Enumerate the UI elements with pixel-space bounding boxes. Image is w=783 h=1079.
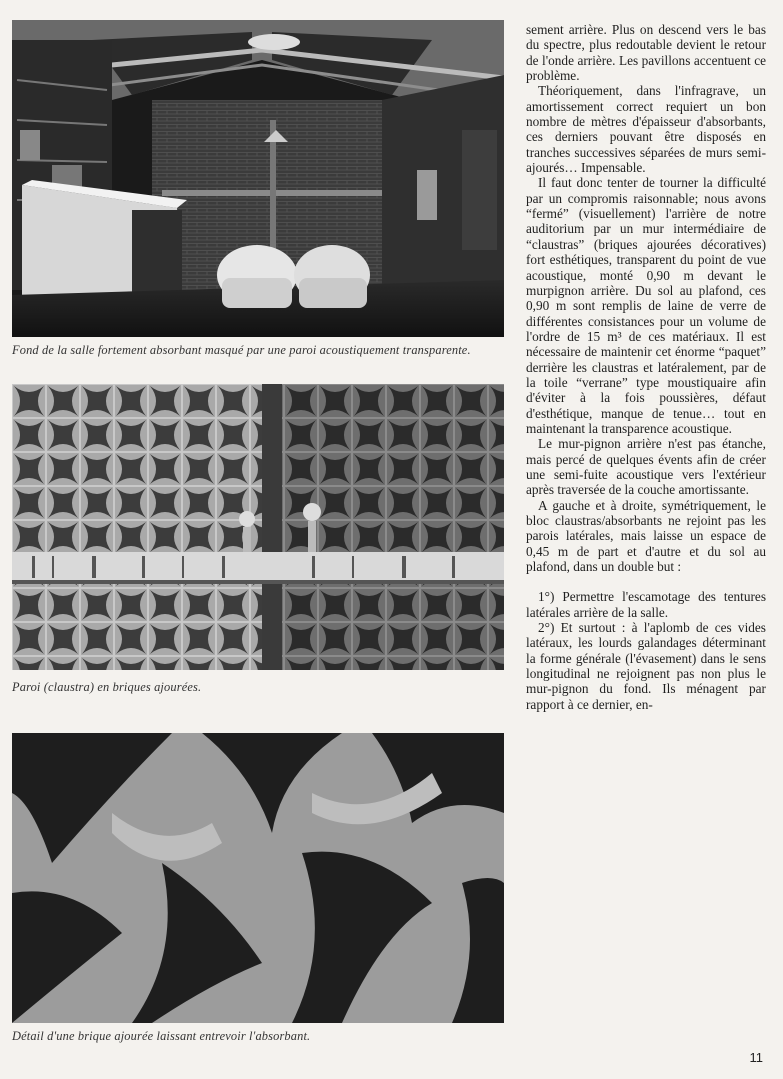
listening-room-image — [12, 20, 504, 337]
caption-photo-2: Paroi (claustra) en briques ajourées. — [12, 680, 202, 694]
photo-listening-room-rear — [12, 20, 504, 337]
caption-photo-1: Fond de la salle fortement absorbant masqué par une paroi acoustiquement transparente. — [12, 343, 471, 357]
article-paragraph-7: 2°) Et surtout : à l'aplomb de ces vides latéraux, les lourds galandages déterminant la forme générale (l'évasement) dans le sens longitudinal ne rejoignent pas non plus le mur-pignon du fond. Ils ménagent par rapport à ce dernier, en- — [526, 620, 766, 712]
photo-claustra-wall — [12, 384, 504, 670]
article-text-column — [526, 22, 766, 712]
article-paragraph-5: A gauche et à droite, symétriquement, le bloc claustras/absorbants ne rejoint pas les parois latérales, mais laisse un espace de 0,45 m de part et d'autre et du sol au plafond, dans un double but : — [526, 497, 766, 575]
brick-detail-image — [12, 733, 504, 1023]
article-paragraph-3: Il faut donc tenter de tourner la difficulté par un compromis raisonnable; nous avons “fermé” (visuellement) l'arrière de notre auditorium par un mur intermédiaire de “claustras” (briques ajourées décoratives) fort esthétiques, transparent du point de vue acoustique, monté 0,90 m devant le murpignon arrière. Du sol au plafond, ces 0,90 m sont remplis de laine de verre de différentes consistances pour un volume de l'ordre de 15 m³ de ces matériaux. Il est nécessaire de maintenir cet énorme “paquet” derrière les claustras et latéralement, par de la toile “verrane” type moustiquaire afin d'éviter à la fois poussières, défaut d'esthétique, manque de tenue… tout en maintenant la transparence acoustique. — [526, 175, 766, 436]
article-paragraph-2: Théoriquement, dans l'infragrave, un amortissement correct requiert un bon nombre de mètres d'épaisseur d'absorbants, ces derniers pouvant être disposés en tranches successives séparées de murs semi-ajourés… Impensable. — [526, 83, 766, 176]
page-number: 11 — [749, 1050, 763, 1065]
article-paragraph-4: Le mur-pignon arrière n'est pas étanche, mais percé de quelques évents afin de créer une semi-fuite acoustique vers l'extérieur après traversée de la couche amortissante. — [526, 436, 766, 498]
article-paragraph-1: sement arrière. Plus on descend vers le bas du spectre, plus redoutable devient le retour de l'onde arrière. Les pavillons accentuent ce problème. — [526, 22, 766, 84]
article-paragraph-6: 1°) Permettre l'escamotage des tentures latérales arrière de la salle. — [526, 589, 766, 620]
claustra-wall-image — [12, 384, 504, 670]
photo-brick-detail — [12, 733, 504, 1023]
caption-photo-3: Détail d'une brique ajourée laissant entrevoir l'absorbant. — [12, 1029, 311, 1043]
